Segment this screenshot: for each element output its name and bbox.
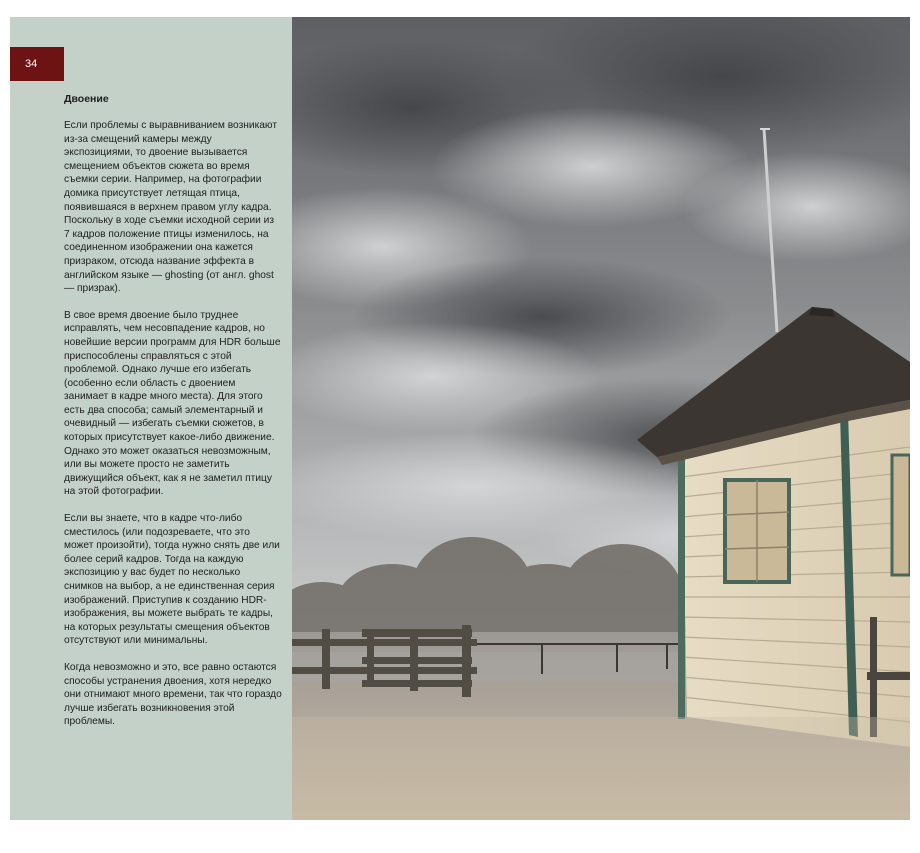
- article-paragraph-2: В свое время двоение было труднее исправлять, чем несовпадение кадров, но новейшие версии программ для HDR больше приспособлены справляться с этой проблемой. Однако лучше его избегать (особенно если область с двоением занимает в кадре много места). Для этого есть два способа; самый элементарный и очевидный — избегать съемки сюжетов, в которых присутствует какое-либо движение. Однако это может оказаться невозможным, или вы можете просто не заметить движущийся объект, как я не заметил птицу на этой фотографии.: [64, 309, 281, 498]
- article: [64, 92, 282, 742]
- page-number: 34: [25, 58, 38, 70]
- article-heading: Двоение: [64, 93, 109, 105]
- article-paragraph-1: Если проблемы с выравниванием возникают из-за смещений камеры между экспозициями, то двоение вызывается смещением объектов сюжета во время съемки серии. Например, на фотографии домика присутствует летящая птица, появившаяся в верхнем правом углу кадра. Поскольку в ходе съемки исходной серии из 7 кадров положение птицы изменилось, на соединенном изображении она кажется призраком, отсюда название эффекта в английском языке — ghosting (от англ. ghost — призрак).: [64, 120, 277, 295]
- text-sidebar: [10, 17, 292, 820]
- photo-illustration: [292, 17, 910, 820]
- page-number-badge: [10, 47, 64, 81]
- article-paragraph-3: Если вы знаете, что в кадре что-либо сместилось (или подозреваете, что это может произойти), тогда нужно снять две или более серий кадров. Тогда на каждую экспозицию у вас будет по несколько снимков на выбор, а не единственная серия изображений. Приступив к созданию HDR-изображения, вы можете выбрать те кадры, на которых результаты смещения объектов отсутствуют или минимальны.: [64, 513, 280, 647]
- book-page: [10, 17, 910, 820]
- article-paragraph-4: Когда невозможно и это, все равно остаются способы устранения двоения, хотя нередко они отнимают много времени, так что гораздо лучше избегать возникновения этой проблемы.: [64, 661, 282, 728]
- hut-photograph: [292, 17, 910, 820]
